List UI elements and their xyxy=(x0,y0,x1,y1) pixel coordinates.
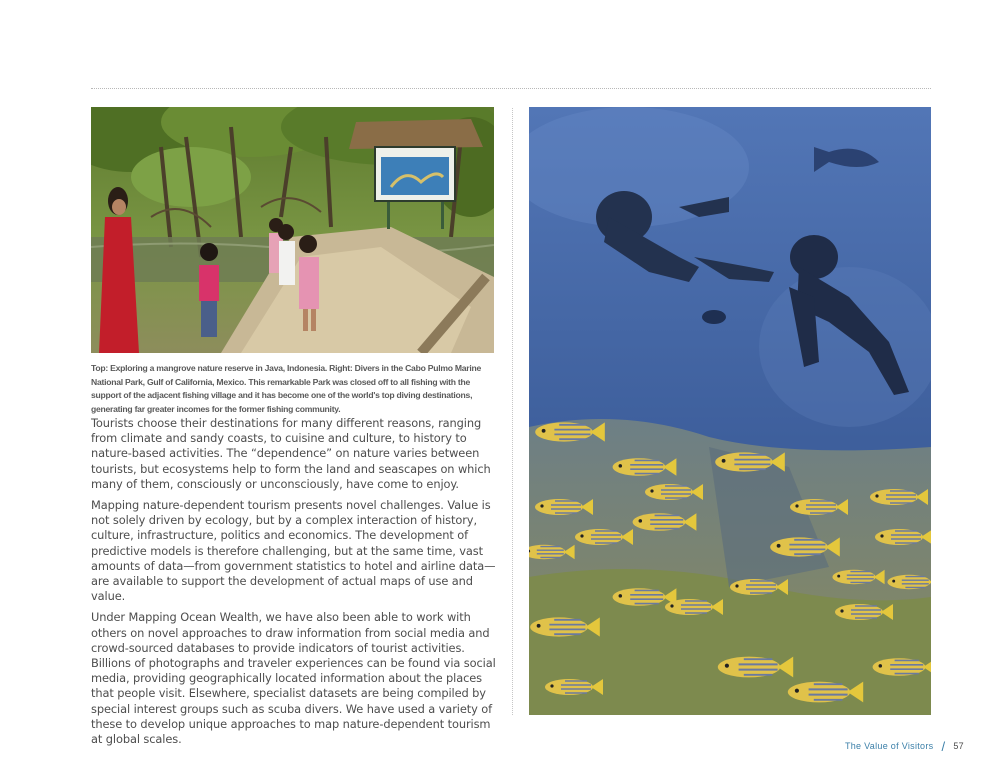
article-body xyxy=(91,416,503,753)
paragraph: Mapping nature-dependent tourism presents novel challenges. Value is not solely driven by ecology, but by a complex interaction of history, culture, infrastructure, politics and economics. The development of predictive models is therefore challenging, but at the same time, vast amounts of data—from government statistics to hotel and airline data—are available to support the development of actual maps of use and value. xyxy=(91,498,496,604)
column-dotted-rule xyxy=(512,108,513,715)
divers-underwater-photo xyxy=(529,107,931,715)
photo-caption: Top: Exploring a mangrove nature reserve in Java, Indonesia. Right: Divers in the Cabo Pulmo Marine National Park, Gulf of California, Mexico. This remarkable Park was closed off to all fishing with the support of the adjacent fishing village and it has become one of the world's top diving destinations, generating far greater incomes for the former fishing community. xyxy=(91,363,482,414)
top-dotted-rule xyxy=(91,88,931,89)
footer-section-title: The Value of Visitors xyxy=(844,741,934,751)
page-footer xyxy=(845,739,964,753)
page-number: 57 xyxy=(953,741,964,751)
footer-separator: / xyxy=(941,738,946,754)
paragraph: Under Mapping Ocean Wealth, we have also been able to work with others on novel approaches to draw information from social media and crowd-sourced databases to provide indicators of tourist activities. Billions of photographs and traveler experiences can be found via social media, providing geographically located information about the places that people visit. Elsewhere, specialist datasets are being compiled by special interest groups such as scuba divers. We have used a variety of these to develop unique approaches to map nature-dependent tourism at global scales. xyxy=(91,610,496,747)
mangrove-reserve-photo xyxy=(91,107,494,353)
paragraph: Tourists choose their destinations for many different reasons, ranging from climate and sandy coasts, to cuisine and culture, to history to nature-based activities. The “dependence” on nature varies between tourists, but ecosystems help to form the land and seascapes on which many of them, consciously or unconsciously, have come to enjoy. xyxy=(91,416,491,491)
